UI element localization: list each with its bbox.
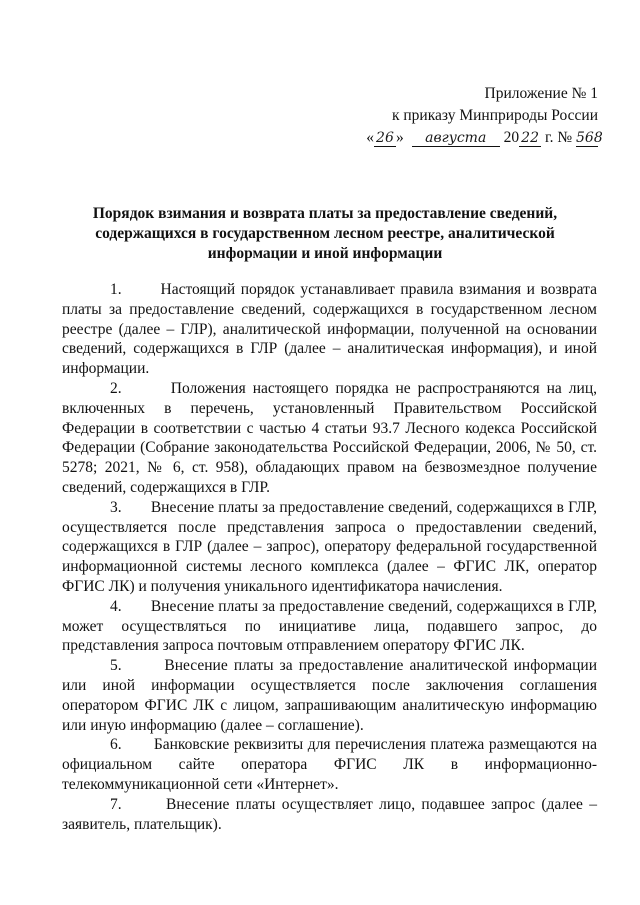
paragraph-text: Положения настоящего порядка не распространяются на лиц, включенных в перечень, установленный Правительством Российской Федерации в соответствии с частью 4 статьи 93.7 Лесного кодекса Российской Федерации (Собрание законодательства Российской Федерации, 2006, № 50, ст. 5278; 2021, № 6, ст. 958), обладающих правом на безвозмездное получение сведений, содержащихся в ГЛР.	[62, 379, 598, 496]
paragraph-6	[62, 735, 597, 794]
paragraph-text: Внесение платы за предоставление сведений, содержащихся в ГЛР, осуществляется после представления запроса о предоставлении сведений, содержащихся в ГЛР (далее – запрос), оператору федеральной государственной информационной системы лесного комплекса (далее – ФГИС ЛК, оператор ФГИС ЛК) и получения уникального идентификатора начисления.	[62, 498, 597, 595]
title-line-3: информации и иной информации	[207, 245, 443, 262]
paragraph-number: 7.	[110, 795, 122, 813]
paragraph-number: 2.	[110, 379, 122, 397]
title-line-1: Порядок взимания и возврата платы за предоставление сведений,	[92, 205, 558, 222]
paragraph-text: Внесение платы осуществляет лицо, подавшее запрос (далее – заявитель, плательщик).	[62, 795, 597, 833]
paragraph-number: 6.	[110, 736, 122, 754]
date-year-prefix: 20	[503, 129, 520, 146]
paragraph-number: 3.	[110, 498, 122, 516]
date-close-quote: »	[395, 129, 404, 146]
date-day	[374, 130, 396, 147]
paragraph-2	[62, 379, 597, 498]
title-line-2: содержащихся в государственном лесном реестре, аналитической	[95, 225, 555, 242]
date-year-suffix	[519, 130, 541, 147]
order-number-value: 568	[576, 130, 603, 146]
date-year-suffix-value: 22	[521, 130, 539, 146]
appendix-header	[298, 83, 603, 149]
paragraph-3	[62, 498, 597, 597]
paragraph-4	[62, 597, 597, 656]
paragraph-number: 1.	[110, 281, 122, 298]
date-open-quote: «	[366, 129, 374, 146]
paragraph-text: Банковские реквизиты для перечисления платежа размещаются на официальном сайте оператора ФГИС ЛК в информационно-телекоммуникационной сети «Интернет».	[62, 736, 597, 793]
paragraph-5	[62, 656, 597, 735]
document-body	[62, 280, 597, 834]
paragraph-text: Внесение платы за предоставление аналитической информации или иной информации осуществляется после заключения соглашения оператором ФГИС ЛК с лицом, запрашивающим аналитическую информацию или иную информацию (далее – соглашение).	[62, 657, 597, 734]
paragraph-7	[62, 795, 597, 835]
order-reference: к приказу Минприроды России	[391, 107, 598, 124]
date-year-unit: г. №	[541, 129, 576, 146]
appendix-number: Приложение № 1	[484, 85, 598, 102]
paragraph-text: Настоящий порядок устанавливает правила взимания и возврата платы за предоставление сведений, содержащихся в государственном лесном реестре (далее – ГЛР), аналитической информации, полученной на основании сведений, содержащихся в ГЛР (далее – аналитическая информация), и иной информации.	[62, 281, 597, 378]
order-number	[576, 130, 603, 147]
order-date-line	[298, 127, 603, 149]
document-title	[60, 204, 590, 264]
paragraph-text: Внесение платы за предоставление сведений, содержащихся в ГЛР, может осуществляться по инициативе лица, подавшего запрос, до представления запроса почтовым отправлением оператору ФГИС ЛК.	[62, 597, 597, 655]
date-month	[412, 130, 500, 147]
date-day-value: 26	[376, 130, 394, 146]
paragraph-1	[62, 280, 597, 379]
date-month-value: августа	[425, 130, 487, 146]
paragraph-number: 4.	[110, 597, 122, 615]
paragraph-number: 5.	[110, 657, 122, 675]
